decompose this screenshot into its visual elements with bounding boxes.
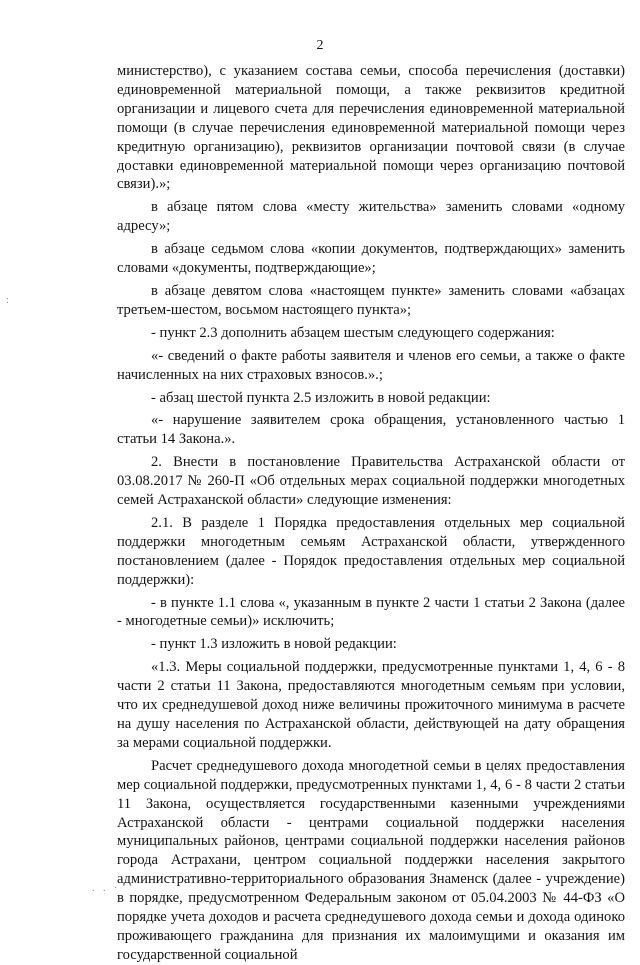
- paragraph: - пункт 2.3 дополнить абзацем шестым следующего содержания:: [151, 324, 555, 341]
- paragraph: «- нарушение заявителем срока обращения, установленного частью 1 статьи 14 Закона.».: [117, 412, 625, 448]
- paragraph: в абзаце седьмом слова «копии документов, подтверждающих» заменить словами «документы, подтверждающие»;: [117, 241, 625, 277]
- paragraph: 2.1. В разделе 1 Порядка предоставления отдельных мер социальной поддержки многодетным семьям Астраханской области, утвержденного постановлением (далее - Порядок предоставления отдельных мер социальной поддержки):: [117, 514, 625, 588]
- paragraph: «1.3. Меры социальной поддержки, предусмотренные пунктами 1, 4, 6 - 8 части 2 статьи 11 Закона, предоставляются многодетным семьям при условии, что их среднедушевой доход ниже величины прожиточного минимума в расчете на душу населения по Астраханской области, действующей на дату обращения за мерами социальной поддержки.: [117, 659, 625, 751]
- paragraph: - пункт 1.3 изложить в новой редакции:: [151, 636, 397, 653]
- paragraph: - в пункте 1.1 слова «, указанным в пункте 2 части 1 статьи 2 Закона (далее - многодетные семьи)» исключить;: [117, 594, 625, 630]
- margin-mark: :: [6, 295, 9, 306]
- paragraph: в абзаце пятом слова «месту жительства» заменить словами «одному адресу»;: [117, 199, 625, 235]
- paragraph: - абзац шестой пункта 2.5 изложить в новой редакции:: [151, 389, 491, 406]
- margin-mark: . . ·: [92, 883, 121, 894]
- paragraph: в абзаце девятом слова «настоящем пункте» заменить словами «абзацах третьем-шестом, восьмом настоящего пункта»;: [117, 282, 625, 318]
- paragraph: 2. Внести в постановление Правительства Астраханской области от 03.08.2017 № 260-П «Об отдельных мерах социальной поддержки многодетных семей Астраханской области» следующие изменения:: [117, 454, 625, 509]
- document-body: [117, 62, 625, 965]
- paragraph: «- сведений о факте работы заявителя и членов его семьи, а также о факте начисленных на них страховых взносов.».;: [117, 347, 625, 383]
- paragraph: Расчет среднедушевого дохода многодетной семьи в целях предоставления мер социальной поддержки, предусмотренных пунктами 1, 4, 6 - 8 части 2 статьи 11 Закона, осуществляется государственными казенными учреждениями Астраханской области - центрами социальной поддержки населения муниципальных районов, центрами социальной поддержки населения районов города Астрахани, центром социальной поддержки населения закрытого административно-территориального образования Знаменск (далее - учреждение) в порядке, предусмотренном Федеральным законом от 05.04.2003 № 44-ФЗ «О порядке учета доходов и расчета среднедушевого дохода семьи и дохода одиноко проживающего гражданина для признания их малоимущими и оказания им государственной социальной: [117, 757, 625, 963]
- paragraph: министерство), с указанием состава семьи, способа перечисления (доставки) единовременной материальной помощи, а также реквизитов кредитной организации и лицевого счета для перечисления единовременной материальной помощи (в случае перечисления единовременной материальной помощи через кредитную организацию), реквизитов организации почтовой связи (в случае доставки единовременной материальной помощи через организацию почтовой связи).»;: [117, 63, 625, 193]
- page-number: 2: [316, 38, 324, 53]
